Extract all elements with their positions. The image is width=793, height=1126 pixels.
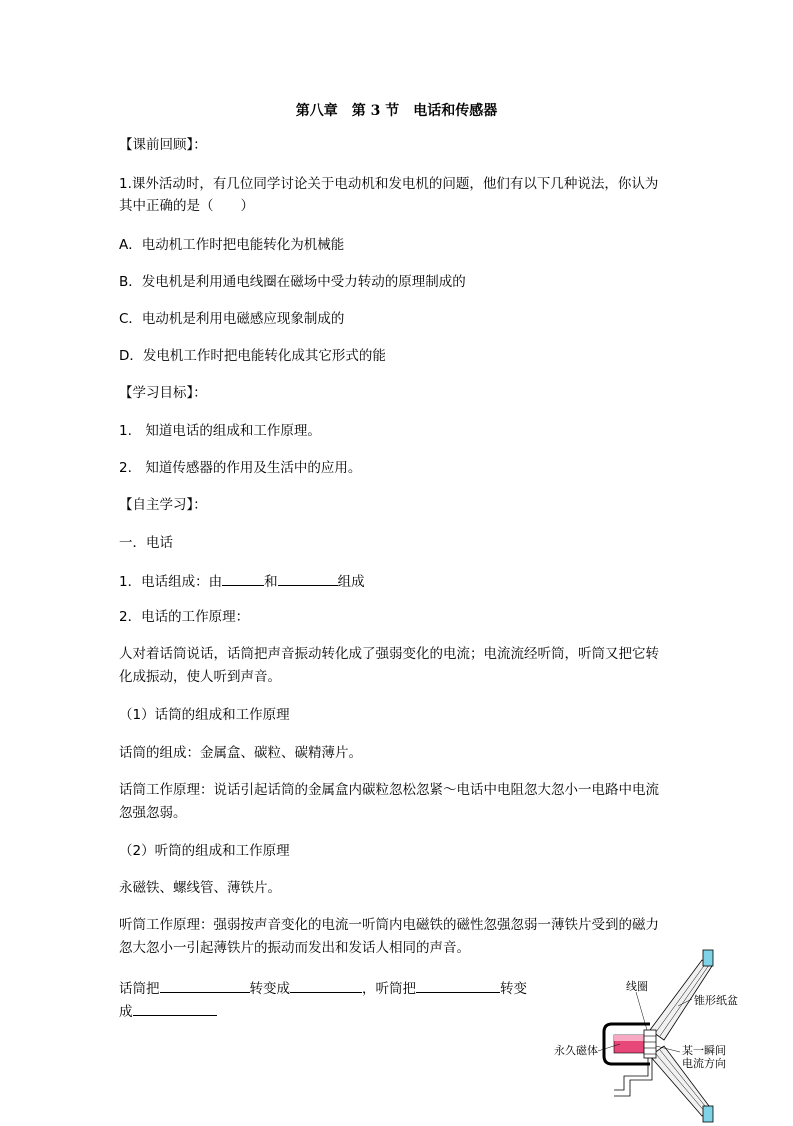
blank-receiver-from[interactable] bbox=[416, 978, 500, 993]
blank-part-2[interactable] bbox=[278, 571, 338, 586]
blank-receiver-to[interactable] bbox=[133, 1001, 217, 1016]
fill-part-5: 成 bbox=[119, 1004, 133, 1020]
magnet-highlight bbox=[614, 1035, 648, 1041]
speaker-diagram bbox=[552, 948, 738, 1122]
blank-mic-from[interactable] bbox=[160, 978, 250, 993]
goal-item-1: 1. 知道电话的组成和工作原理。 bbox=[119, 423, 321, 439]
mic-heading: （1）话筒的组成和工作原理 bbox=[119, 707, 290, 723]
page-title: 第八章 第 3 节 电话和传感器 bbox=[295, 103, 498, 119]
mic-parts: 话筒的组成：金属盒、碳粒、碳精薄片。 bbox=[119, 745, 362, 761]
mic-principle-line-1: 话筒工作原理：说话引起话筒的金属盒内碳粒忽松忽紧～电话中电阻忽大忽小一电路中电流 bbox=[119, 782, 659, 798]
blank-mic-to[interactable] bbox=[290, 978, 362, 993]
goals-heading: 【学习目标】： bbox=[119, 385, 207, 401]
fill-line-2 bbox=[119, 1001, 217, 1021]
option-c: C．电动机是利用电磁感应现象制成的 bbox=[119, 311, 345, 327]
label-cone: 锥形纸盆 bbox=[694, 994, 738, 1007]
option-d: D．发电机工作时把电能转化成其它形式的能 bbox=[119, 348, 386, 364]
option-b: B．发电机是利用通电线圈在磁场中受力转动的原理制成的 bbox=[119, 274, 466, 290]
option-a: A．电动机工作时把电能转化为机械能 bbox=[119, 237, 345, 253]
receiver-principle-line-1: 听筒工作原理：强弱按声音变化的电流一听筒内电磁铁的磁性忽强忽弱一薄铁片受到的磁力 bbox=[119, 917, 659, 933]
goal-item-2: 2. 知道传感器的作用及生活中的应用。 bbox=[119, 460, 362, 476]
composition-line bbox=[119, 571, 365, 591]
question-line-1: 1.课外活动时，有几位同学讨论关于电动机和发电机的问题，他们有以下几种说法，你认为 bbox=[119, 176, 659, 192]
fill-part-4: 转变 bbox=[500, 981, 527, 997]
section-phone: 一．电话 bbox=[119, 535, 173, 551]
fill-part-2: 转变成 bbox=[249, 981, 290, 997]
bottom-mount bbox=[703, 1106, 713, 1122]
fill-line-1 bbox=[119, 978, 527, 998]
principle-heading: 2．电话的工作原理： bbox=[119, 609, 250, 625]
receiver-parts: 永磁铁、螺线管、薄铁片。 bbox=[119, 880, 281, 896]
label-current-2: 电流方向 bbox=[682, 1057, 726, 1070]
composition-suffix: 组成 bbox=[337, 574, 365, 590]
mic-principle-line-2: 忽强忽弱。 bbox=[119, 805, 187, 821]
top-mount bbox=[703, 950, 713, 966]
review-heading: 【课前回顾】： bbox=[119, 137, 207, 153]
label-magnet: 永久磁体 bbox=[554, 1044, 598, 1057]
fill-part-3: ，听筒把 bbox=[362, 981, 416, 997]
label-coil: 线圈 bbox=[626, 980, 648, 993]
receiver-heading: （2）听筒的组成和工作原理 bbox=[119, 843, 290, 859]
question-line-2: 其中正确的是（ ） bbox=[119, 198, 254, 214]
self-study-heading: 【自主学习】： bbox=[119, 497, 207, 513]
speaker-diagram-svg bbox=[552, 948, 738, 1122]
label-current-1: 某一瞬间 bbox=[682, 1044, 726, 1057]
composition-middle: 和 bbox=[264, 574, 278, 590]
principle-line-1: 人对着话筒说话，话筒把声音振动转化成了强弱变化的电流；电流流经听筒，听筒又把它转 bbox=[119, 646, 659, 662]
blank-part-1[interactable] bbox=[222, 571, 264, 586]
principle-line-2: 化成振动，使人听到声音。 bbox=[119, 669, 281, 685]
fill-part-1: 话筒把 bbox=[119, 981, 160, 997]
composition-prefix: 1．电话组成：由 bbox=[119, 574, 223, 590]
receiver-principle-line-2: 忽大忽小一引起薄铁片的振动而发出和发话人相同的声音。 bbox=[119, 940, 470, 956]
